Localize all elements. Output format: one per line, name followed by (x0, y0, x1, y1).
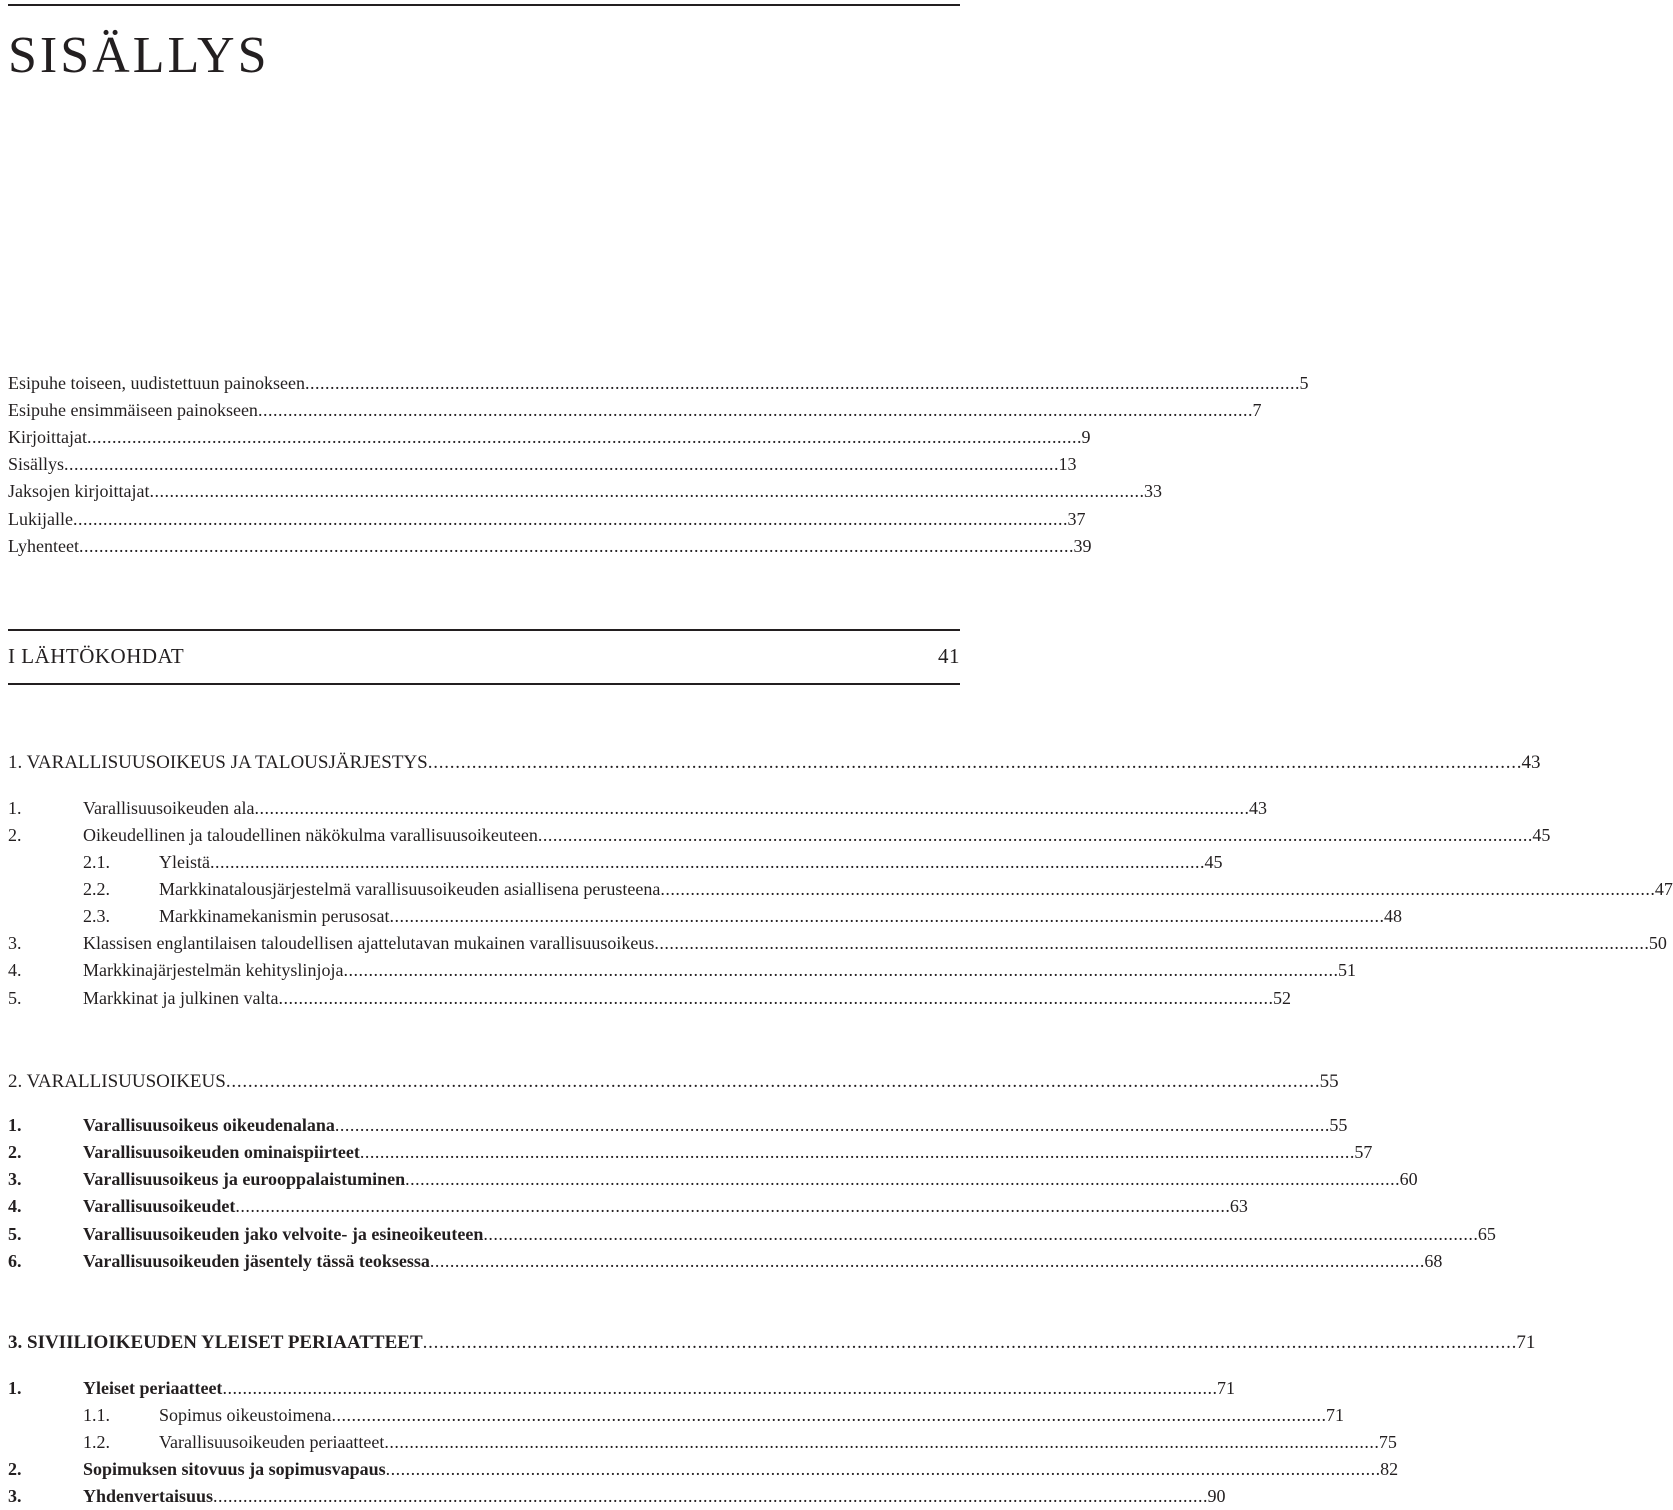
leader-dots (258, 397, 1251, 424)
toc-subentry[interactable]: 2.1. Yleistä . . . 45 (8, 849, 960, 876)
toc-chapter-3-heading[interactable]: 3. SIVIILIOIKEUDEN YLEISET PERIAATTEET . . . 71 (8, 1329, 960, 1356)
toc-entry[interactable]: 3. Yhdenvertaisuus . . . 90 (8, 1483, 960, 1510)
toc-entry-front-1[interactable]: Esipuhe toiseen, uudistettuun painokseen . . . 5 (8, 370, 960, 397)
leader-dots (254, 795, 1247, 822)
leader-dots (332, 1402, 1325, 1429)
toc-entry[interactable]: 1. Yleiset periaatteet . . . 71 (8, 1375, 960, 1402)
leader-dots (278, 985, 1271, 1012)
leader-dots (222, 1375, 1215, 1402)
leader-dots (226, 1068, 1318, 1095)
leader-dots (538, 822, 1531, 849)
leader-dots (213, 1483, 1206, 1510)
page-title: SISÄLLYS (8, 27, 270, 84)
toc-entry[interactable]: 3. Varallisuusoikeus ja eurooppalaistuminen . . . 60 (8, 1166, 960, 1193)
leader-dots (405, 1166, 1398, 1193)
leader-dots (360, 1139, 1353, 1166)
toc-chapter-1-heading[interactable]: 1. VARALLISUUSOIKEUS JA TALOUSJÄRJESTYS . . . 43 (8, 749, 960, 776)
leader-dots (335, 1112, 1328, 1139)
leader-dots (654, 930, 1647, 957)
toc-entry[interactable]: 6. Varallisuusoikeuden jäsentely tässä teoksessa . . . 68 (8, 1248, 960, 1275)
toc-part-heading[interactable]: I LÄHTÖKOHDAT 41 (8, 644, 960, 668)
toc-entry[interactable]: 3. Klassisen englantilaisen taloudellisen ajattelutavan mukainen varallisuusoikeus . . . 50 (8, 930, 960, 957)
leader-dots (343, 957, 1336, 984)
top-rule (8, 4, 960, 6)
leader-dots (389, 903, 1382, 930)
toc-entry-front-3[interactable]: Kirjoittajat . . . 9 (8, 424, 960, 451)
toc-entry[interactable]: 4. Varallisuusoikeudet . . . 63 (8, 1193, 960, 1220)
leader-dots (73, 506, 1066, 533)
leader-dots (430, 1248, 1423, 1275)
toc-entry[interactable]: 2. Sopimuksen sitovuus ja sopimusvapaus . . . 82 (8, 1456, 960, 1483)
toc-subentry[interactable]: 2.2. Markkinatalousjärjestelmä varallisuusoikeuden asiallisena perusteena . . . 47 (8, 876, 960, 903)
leader-dots (428, 749, 1520, 776)
toc-subentry[interactable]: 1.2. Varallisuusoikeuden periaatteet . . . 75 (8, 1429, 960, 1456)
leader-dots (384, 1429, 1377, 1456)
toc-entry-front-5[interactable]: Jaksojen kirjoittajat . . . 33 (8, 478, 960, 505)
leader-dots (87, 424, 1080, 451)
toc-subentry[interactable]: 1.1. Sopimus oikeustoimena . . . 71 (8, 1402, 960, 1429)
leader-dots (386, 1456, 1379, 1483)
leader-dots (423, 1329, 1515, 1356)
leader-dots (483, 1221, 1476, 1248)
leader-dots (305, 370, 1298, 397)
leader-dots (660, 876, 1653, 903)
toc-subentry[interactable]: 2.3. Markkinamekanismin perusosat . . . 48 (8, 903, 960, 930)
toc-entry[interactable]: 1. Varallisuusoikeuden ala . . . 43 (8, 795, 960, 822)
toc-entry[interactable]: 2. Varallisuusoikeuden ominaispiirteet . . . 57 (8, 1139, 960, 1166)
leader-dots (64, 451, 1057, 478)
leader-dots (235, 1193, 1228, 1220)
toc-entry[interactable]: 5. Varallisuusoikeuden jako velvoite- ja esineoikeuteen . . . 65 (8, 1221, 960, 1248)
part-bottom-rule (8, 683, 960, 685)
toc-entry[interactable]: 1. Varallisuusoikeus oikeudenalana . . . 55 (8, 1112, 960, 1139)
toc-entry-front-2[interactable]: Esipuhe ensimmäiseen painokseen . . . 7 (8, 397, 960, 424)
toc-entry[interactable]: 2. Oikeudellinen ja taloudellinen näkökulma varallisuusoikeuteen . . . 45 (8, 822, 960, 849)
toc-chapter-2-heading[interactable]: 2. VARALLISUUSOIKEUS . . . 55 (8, 1068, 960, 1095)
toc-entry[interactable]: 4. Markkinajärjestelmän kehityslinjoja . . . 51 (8, 957, 960, 984)
toc-entry-front-6[interactable]: Lukijalle . . . 37 (8, 506, 960, 533)
leader-dots (79, 533, 1072, 560)
leader-dots (210, 849, 1203, 876)
leader-dots (149, 478, 1142, 505)
toc-entry-front-7[interactable]: Lyhenteet . . . 39 (8, 533, 960, 560)
toc-entry[interactable]: 5. Markkinat ja julkinen valta . . . 52 (8, 985, 960, 1012)
toc-entry-front-4[interactable]: Sisällys . . . 13 (8, 451, 960, 478)
part-top-rule (8, 629, 960, 631)
